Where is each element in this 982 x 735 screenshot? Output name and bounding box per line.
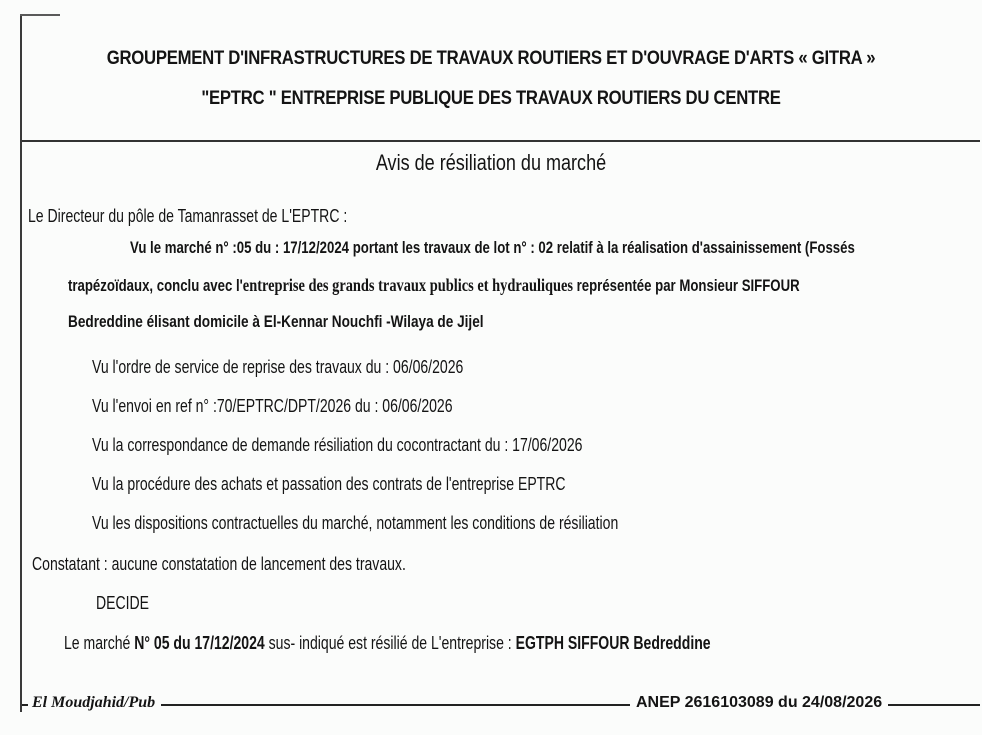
vu-item-1: Vu l'ordre de service de reprise des travaux du : 06/06/2026 <box>92 357 464 377</box>
footer-anep-reference: ANEP 2616103089 du 24/08/2026 <box>630 694 888 712</box>
constatant-line: Constatant : aucune constatation de lancement des travaux. <box>32 554 406 574</box>
conclu-text: trapézoïdaux, conclu avec l' <box>68 277 243 295</box>
decision-entreprise: EGTPH SIFFOUR Bedreddine <box>515 633 711 653</box>
vu-item-3: Vu la correspondance de demande résiliation du cocontractant du : 17/06/2026 <box>92 435 583 455</box>
vu-marche-line-2 <box>68 274 800 297</box>
header-divider <box>22 140 980 142</box>
decision-middle: sus- indiqué est résilié de L'entreprise : <box>264 633 516 653</box>
header-gitra: GROUPEMENT D'INFRASTRUCTURES DE TRAVAUX ROUTIERS ET D'OUVRAGE D'ARTS « GITRA » <box>106 48 876 69</box>
decision-marche-ref: N° 05 du 17/12/2024 <box>134 633 265 653</box>
header-eptrc: "EPTRC " ENTREPRISE PUBLIQUE DES TRAVAUX ROUTIERS DU CENTRE <box>201 88 781 109</box>
decision-line <box>64 632 711 654</box>
decide-heading: DECIDE <box>96 593 150 613</box>
entreprise-name: entreprise des grands travaux publics et hydrauliques <box>242 275 573 295</box>
vu-item-4: Vu la procédure des achats et passation des contrats de l'entreprise EPTRC <box>92 474 566 494</box>
frame-left-border <box>20 14 22 712</box>
notice-title: Avis de résiliation du marché <box>375 150 607 175</box>
intro-line: Le Directeur du pôle de Tamanrasset de L'EPTRC : <box>28 206 348 226</box>
decision-prefix: Le marché <box>64 633 135 653</box>
vu-marche-line-1 <box>130 237 855 259</box>
frame-top-corner <box>20 14 60 16</box>
marche-reference: Vu le marché n° :05 du : 17/12/2024 <box>130 239 350 257</box>
vu-item-2: Vu l'envoi en ref n° :70/EPTRC/DPT/2026 du : 06/06/2026 <box>92 396 453 416</box>
footer-source: El Moudjahid/Pub <box>28 694 161 712</box>
marche-object: portant les travaux de lot n° : 02 relatif à la réalisation d'assainissement (Fossés <box>349 239 855 257</box>
represented-by: représentée par Monsieur SIFFOUR <box>572 277 800 295</box>
vu-marche-line-3: Bedreddine élisant domicile à El-Kennar Nouchfi -Wilaya de Jijel <box>68 312 484 331</box>
vu-item-5: Vu les dispositions contractuelles du marché, notamment les conditions de résiliation <box>92 513 619 533</box>
